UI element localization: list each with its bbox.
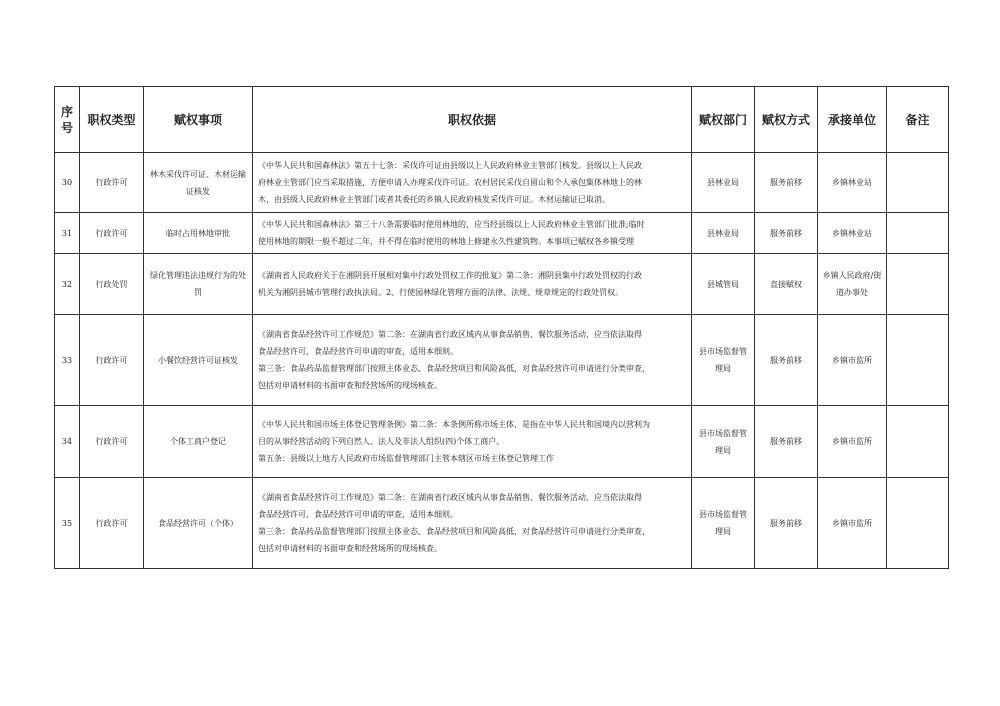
basis-line: 包括对申请材料的书面审查和经营场所的现场核查。: [258, 381, 442, 390]
cell-item-text: 绿化管理违法违规行为的处罚: [150, 271, 246, 297]
cell-unit: [818, 213, 887, 254]
cell-type-text: 行政许可: [95, 518, 128, 528]
cell-method-text: 服务前移: [770, 518, 802, 528]
cell-item: [144, 213, 253, 254]
header-dept: 赋权部门: [692, 87, 755, 153]
basis-line: 目的从事经营活动的下列自然人、法人及非法人组织(四)个体工商户。: [258, 437, 505, 446]
cell-dept-text: 县林业局: [707, 178, 739, 187]
cell-note: [887, 478, 949, 569]
cell-seq-text: 34: [61, 437, 73, 446]
basis-line: 木，由县级人民政府林业主管部门或者其委托的乡镇人民政府核发采伐许可证。木材运输证已取消。: [258, 195, 610, 204]
cell-method: [755, 213, 818, 254]
header-basis: 职权依据: [253, 87, 692, 153]
cell-seq: [55, 315, 80, 406]
cell-method-text: 直接赋权: [770, 279, 802, 289]
authority-table: [54, 86, 949, 569]
basis-line: 《湖南省食品经营许可工作规范》第二条：在湖南省行政区域内从事食品销售、餐饮服务活动，应当依法取得: [258, 493, 642, 502]
cell-seq: [55, 478, 80, 569]
cell-dept-text: 县城管局: [707, 279, 739, 289]
cell-seq-text: 31: [61, 228, 73, 238]
cell-method-text: 服务前移: [770, 228, 802, 238]
basis-line: 《湖南省人民政府关于在湘阴县开展相对集中行政处罚权工作的批复》第二条：湘阴县集中行政处罚权的行政: [258, 271, 642, 280]
cell-unit: [818, 153, 887, 213]
cell-basis: [253, 213, 692, 254]
cell-method-text: 服务前移: [770, 355, 802, 365]
cell-method-text: 服务前移: [770, 178, 802, 187]
cell-dept-text: 县林业局: [707, 228, 739, 238]
cell-type: [80, 213, 144, 254]
cell-basis: [253, 478, 692, 569]
cell-unit-text: 乡镇人民政府/街道办事处: [822, 271, 882, 297]
cell-seq: [55, 153, 80, 213]
cell-type: [80, 254, 144, 315]
table-row: [55, 213, 949, 254]
cell-unit: [818, 254, 887, 315]
cell-item: [144, 153, 253, 213]
cell-note: [887, 406, 949, 478]
cell-type-text: 行政处罚: [95, 279, 128, 289]
table-row: [55, 406, 949, 478]
cell-type: [80, 406, 144, 478]
cell-note: [887, 254, 949, 315]
basis-line: 《中华人民共和国森林法》第三十八条需要临时使用林地的，应当经县级以上人民政府林业主管部门批准;临时: [258, 220, 645, 229]
cell-type-text: 行政许可: [95, 437, 128, 446]
table-row: [55, 153, 949, 213]
cell-note: [887, 213, 949, 254]
cell-type-text: 行政许可: [95, 178, 128, 187]
basis-line: 《中华人民共和国市场主体登记管理条例》第二条：本条例所称市场主体，是指在中华人民共和国境内以营利为: [258, 420, 650, 429]
cell-seq-text: 33: [61, 355, 73, 365]
basis-line: 食品经营许可，食品经营许可申请的审查，适用本细则。: [258, 510, 458, 519]
cell-type: [80, 478, 144, 569]
cell-item-text: 林木采伐许可证、木材运输证核发: [150, 169, 246, 196]
cell-type-text: 行政许可: [95, 355, 128, 365]
cell-method: [755, 478, 818, 569]
header-row: [55, 87, 949, 153]
cell-dept: [692, 153, 755, 213]
basis-line: 第三条：食品药品监督管理部门按照主体业态、食品经营项目和风险高低，对食品经营许可申请进行分类审查，: [258, 527, 650, 536]
cell-unit-text: 乡镇林业站: [832, 178, 872, 187]
cell-dept: [692, 315, 755, 406]
basis-line: 《湖南省食品经营许可工作规范》第二条：在湖南省行政区域内从事食品销售、餐饮服务活动，应当依法取得: [258, 330, 642, 339]
cell-seq-text: 32: [61, 279, 73, 289]
cell-unit-text: 乡镇市监所: [832, 437, 872, 446]
cell-item: [144, 406, 253, 478]
cell-type: [80, 315, 144, 406]
cell-method-text: 服务前移: [770, 437, 802, 446]
cell-dept: [692, 406, 755, 478]
cell-note: [887, 153, 949, 213]
cell-item: [144, 478, 253, 569]
cell-basis: [253, 153, 692, 213]
header-type: 职权类型: [80, 87, 144, 153]
cell-unit: [818, 478, 887, 569]
table-row: [55, 315, 949, 406]
basis-line: 府林业主管部门应当采取措施，方便申请人办理采伐许可证。农村居民采伐自留山和个人承包集体林地上的林: [258, 178, 642, 187]
cell-unit: [818, 315, 887, 406]
header-seq: 序号: [55, 87, 80, 153]
cell-dept: [692, 254, 755, 315]
cell-seq-text: 30: [61, 178, 73, 187]
cell-basis: [253, 315, 692, 406]
cell-dept-text: 县市场监督管理局: [699, 510, 747, 536]
header-item: 赋权事项: [144, 87, 253, 153]
cell-unit-text: 乡镇市监所: [832, 355, 872, 365]
cell-item: [144, 315, 253, 406]
cell-seq-text: 35: [61, 518, 73, 528]
basis-line: 食品经营许可，食品经营许可申请的审查，适用本细则。: [258, 347, 458, 356]
cell-type-text: 行政许可: [95, 228, 128, 238]
basis-line: 第五条：县级以上地方人民政府市场监督管理部门主管本辖区市场主体登记管理工作: [258, 454, 554, 463]
cell-basis: [253, 254, 692, 315]
header-note: 备注: [887, 87, 949, 153]
cell-unit-text: 乡镇林业站: [832, 228, 872, 238]
cell-method: [755, 153, 818, 213]
header-unit: 承接单位: [818, 87, 887, 153]
basis-line: 包括对申请材料的书面审查和经营场所的现场核查。: [258, 544, 442, 553]
cell-method: [755, 254, 818, 315]
cell-item-text: 临时占用林地审批: [166, 228, 230, 238]
cell-item: [144, 254, 253, 315]
cell-dept: [692, 478, 755, 569]
cell-dept-text: 县市场监督管理局: [699, 347, 747, 373]
basis-line: 《中华人民共和国森林法》第五十七条：采伐许可证由县级以上人民政府林业主管部门核发。县级以上人民政: [258, 161, 642, 170]
table-row: [55, 478, 949, 569]
header-method: 赋权方式: [755, 87, 818, 153]
cell-dept-text: 县市场监督管理局: [699, 428, 747, 455]
cell-basis: [253, 406, 692, 478]
table-row: [55, 254, 949, 315]
cell-unit-text: 乡镇市监所: [832, 518, 872, 528]
cell-method: [755, 315, 818, 406]
basis-line: 第三条：食品药品监督管理部门按照主体业态、食品经营项目和风险高低，对食品经营许可申请进行分类审查，: [258, 364, 650, 373]
cell-note: [887, 315, 949, 406]
cell-seq: [55, 254, 80, 315]
cell-method: [755, 406, 818, 478]
cell-item-text: 小餐饮经营许可证核发: [158, 355, 238, 365]
cell-type: [80, 153, 144, 213]
cell-item-text: 食品经营许可（个体）: [158, 518, 238, 528]
cell-seq: [55, 213, 80, 254]
basis-line: 使用林地的期限一般不超过二年，并不得在临时使用的林地上修建永久性建筑物。本事项已赋权各乡镇受理: [258, 237, 634, 246]
cell-item-text: 个体工商户登记: [170, 437, 226, 446]
cell-unit: [818, 406, 887, 478]
basis-line: 机关为湘阴县城市管理行政执法局。2、行使园林绿化管理方面的法律、法规、规章规定的行政处罚权。: [258, 288, 624, 297]
cell-seq: [55, 406, 80, 478]
cell-dept: [692, 213, 755, 254]
